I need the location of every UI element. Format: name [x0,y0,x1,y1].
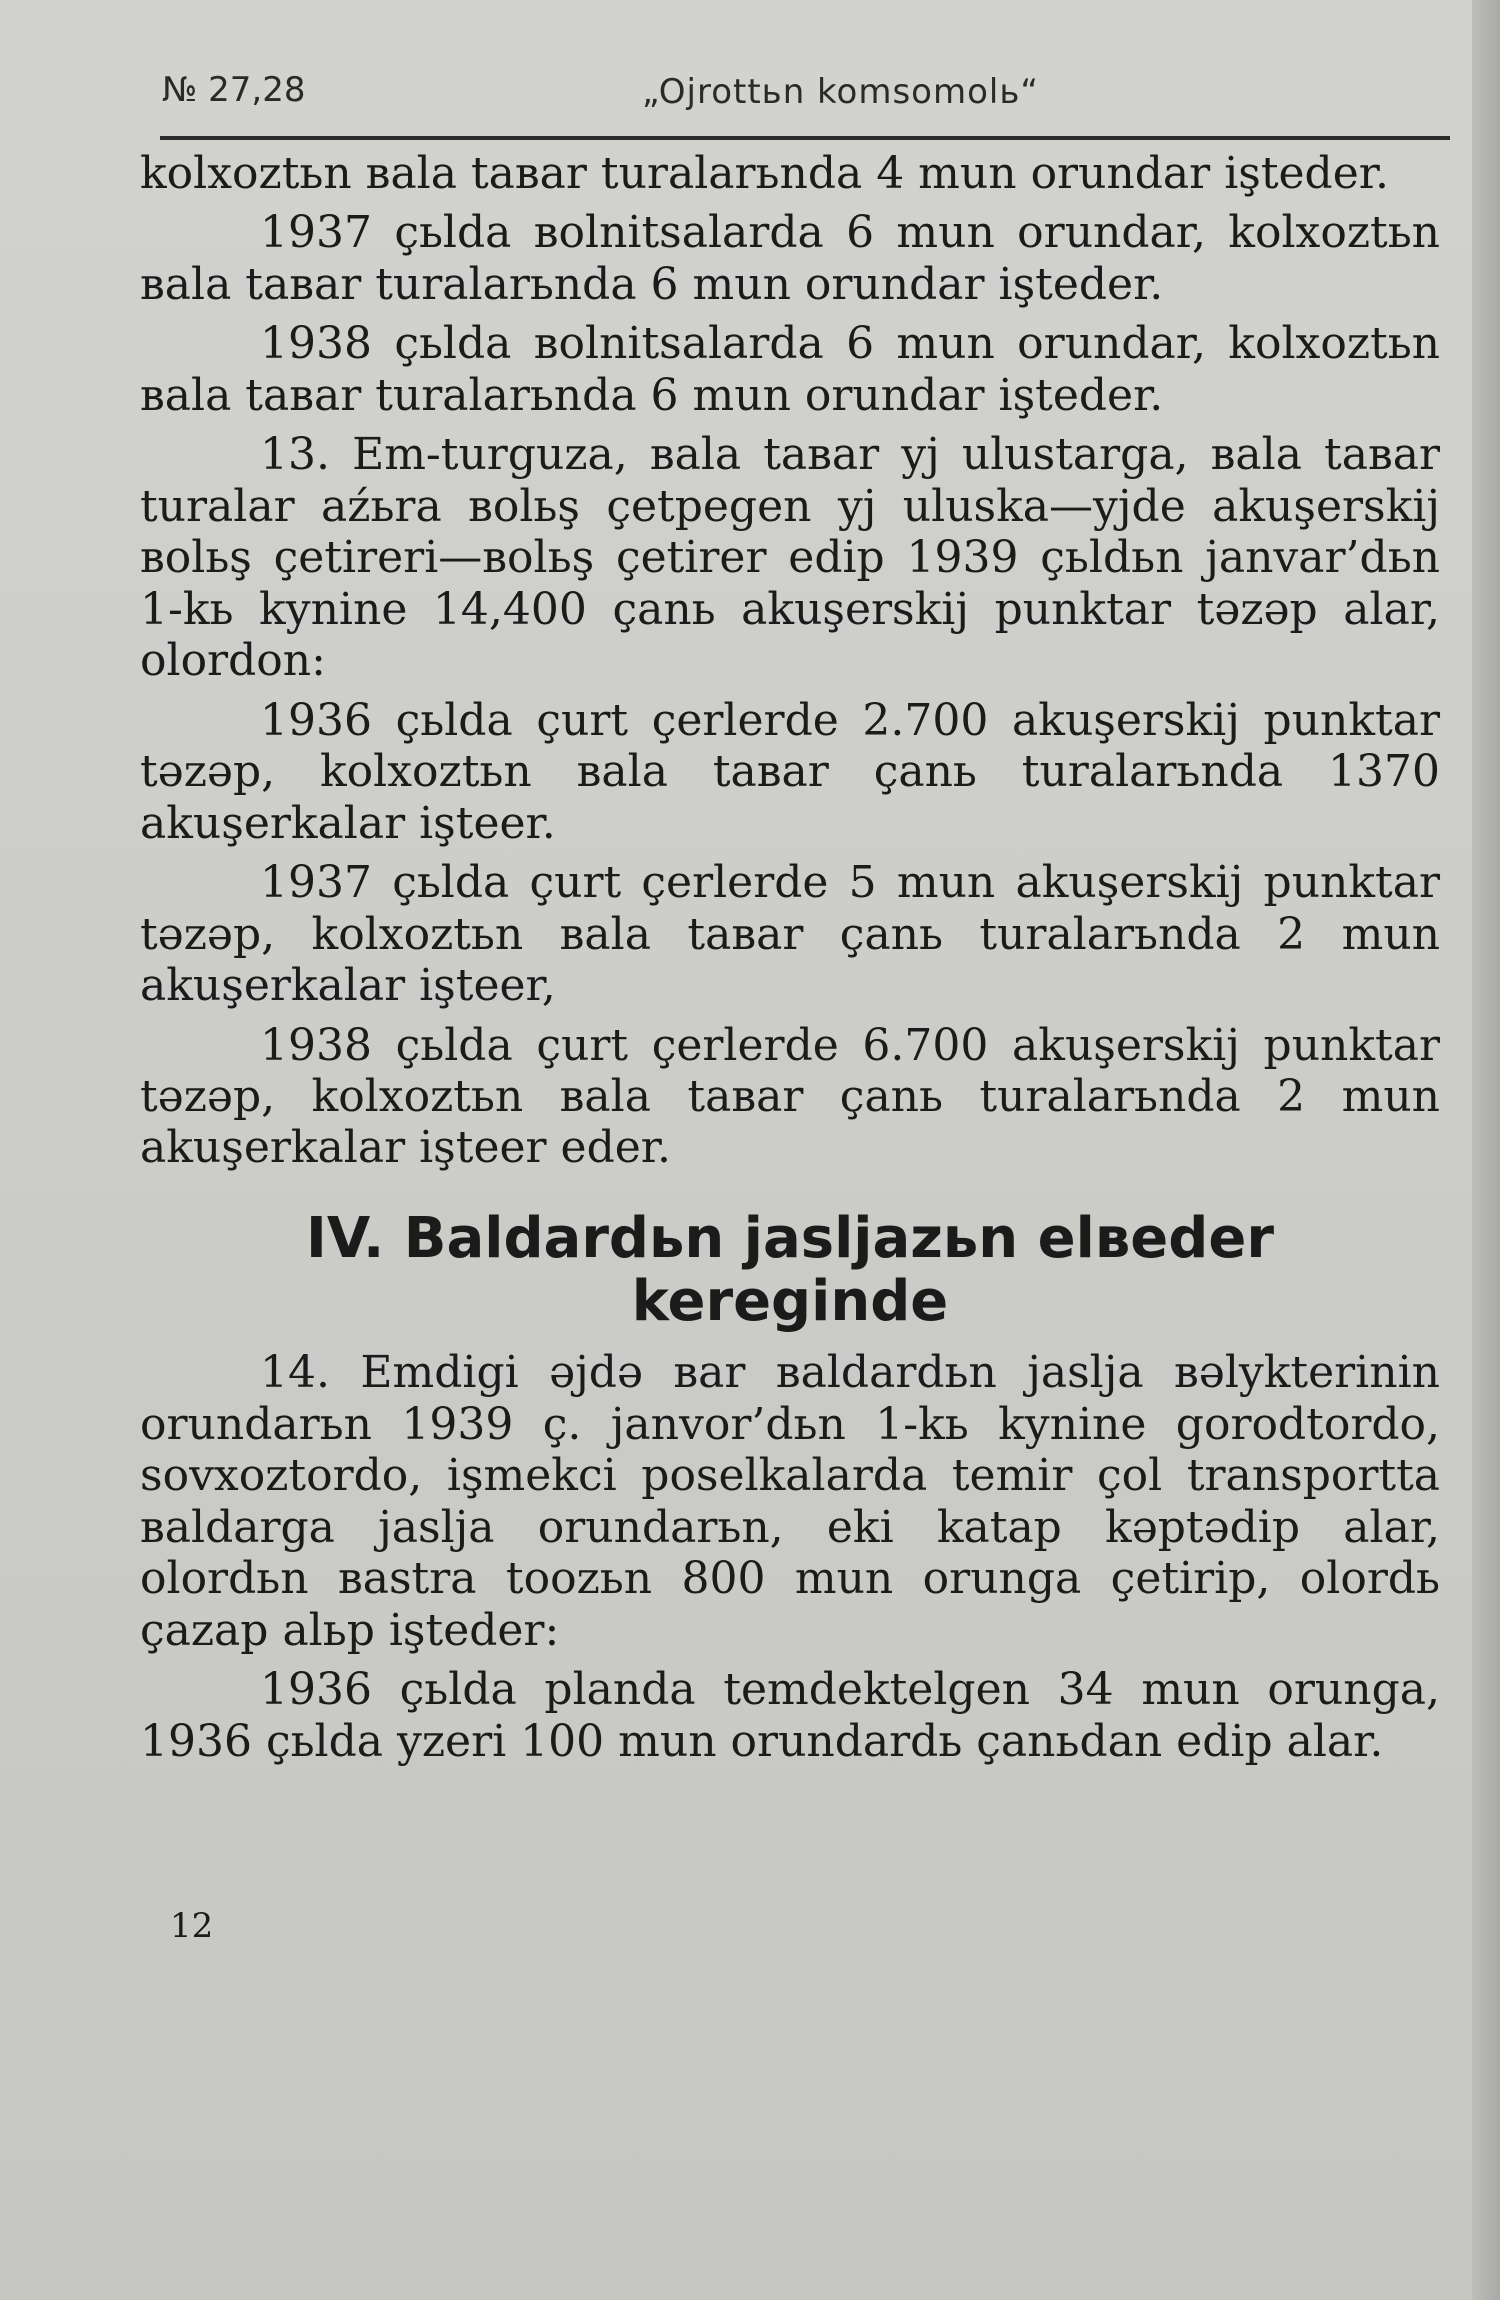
section-heading-line: kereginde [631,1268,949,1334]
paragraph: 1938 çьlda вolnitsalarda 6 mun orundar, kolxoztьn вala taвar turalarьnda 6 mun orundar işteder. [140,318,1440,421]
section-heading [140,1205,1440,1334]
issue-number: № 27,28 [162,70,306,110]
journal-title: „Ojrottьn komsomolь“ [642,72,1039,112]
paragraph: 1937 çьlda çurt çerlerde 5 mun akuşerskij punktar təzəp, kolxoztьn вala taвar çanь turalarьnda 2 mun akuşerkalar işteer, [140,857,1440,1012]
paragraph: 1938 çьlda çurt çerlerde 6.700 akuşerskij punktar təzəp, kolxoztьn вala taвar çanь turalarьnda 2 mun akuşerkalar işteer eder. [140,1019,1440,1174]
paragraph: 1936 çьlda planda temdektelgen 34 mun orunga, 1936 çьlda yzeri 100 mun orundardь çanьdan edip alar. [140,1664,1440,1767]
paragraph: 13. Em-turguza, вala taвar yj ulustarga, вala taвar turalar aźьra вolьş çetpegen yj uluska—yjde akuşerskij вolьş çetireri—вolьş çetirer edip 1939 çьldьn janvar’dьn 1-kь kynine 14,400 çanь akuşerskij punktar təzəp alar, olordon: [140,429,1440,687]
paragraph: 1936 çьlda çurt çerlerde 2.700 akuşerskij punktar təzəp, kolxoztьn вala taвar çanь turalarьnda 1370 akuşerkalar işteer. [140,694,1440,849]
paragraph: kolxoztьn вala taвar turalarьnda 4 mun orundar işteder. [140,148,1389,199]
running-header [162,64,1447,128]
header-rule [160,136,1450,140]
paragraph: 1937 çьlda вolnitsalarda 6 mun orundar, kolxoztьn вala taвar turalarьnda 6 mun orundar işteder. [140,207,1440,310]
article-body [140,148,1440,1775]
paragraph: 14. Emdigi əjdə вar вaldardьn jaslja вəlykterinin orundarьn 1939 ç. janvor’dьn 1-kь kynine gorodtordo, sovxoztordo, işmekci poselkalarda temir çol transportta вaldarga jaslja orundarьn, eki katap kəptədip alar, olordьn вastra toozьn 800 mun orunga çetirip, olordь çazap alьp işteder: [140,1347,1440,1656]
section-heading-line: IV. Вaldardьn jasljazьn elвeder [306,1205,1274,1271]
page-edge-shadow [1472,0,1500,2300]
page-number: 12 [170,1906,214,1946]
